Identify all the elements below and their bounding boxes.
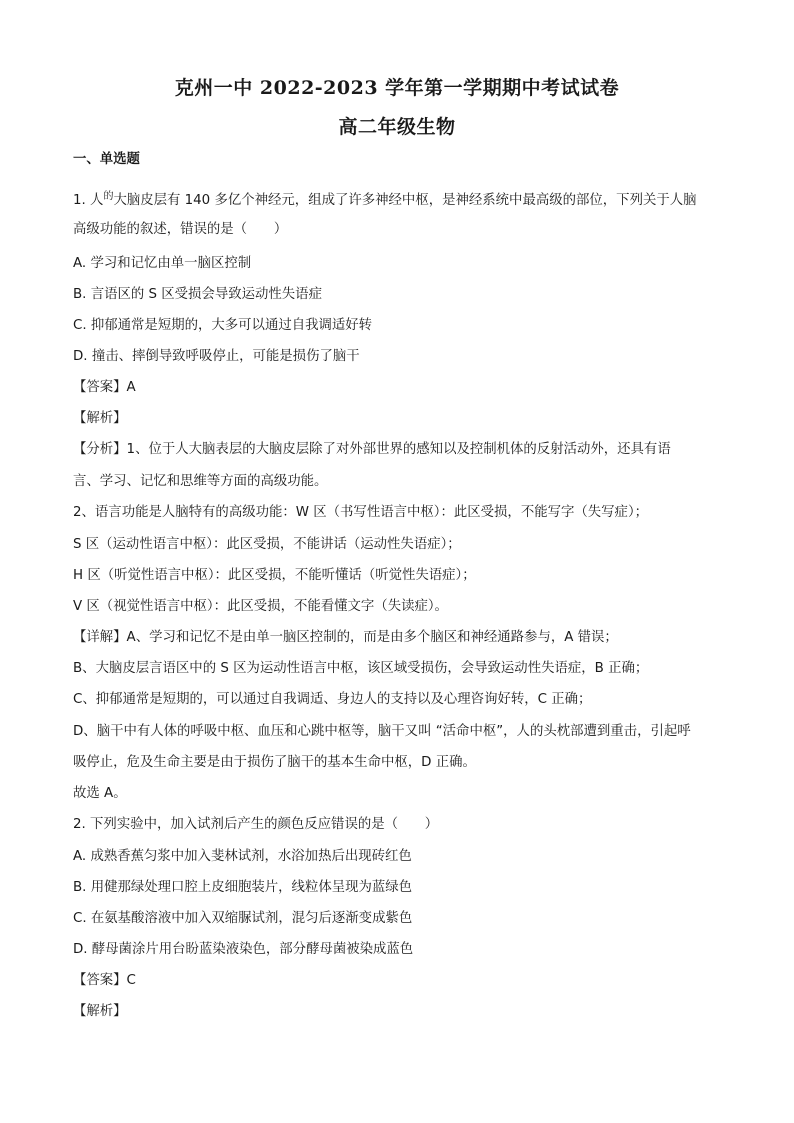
q2-option-d: D. 酵母菌涂片用台盼蓝染液染色，部分酵母菌被染成蓝色	[73, 942, 414, 957]
q1-stem-prefix: 1. 人	[73, 193, 104, 208]
section-heading: 一、单选题	[73, 152, 140, 167]
q1-analysis-line: B、大脑皮层言语区中的 S 区为运动性语言中枢，该区域受损伤，会导致运动性失语症，B 正确；	[73, 661, 649, 676]
q1-analysis-line: 【详解】A、学习和记忆不是由单一脑区控制的，而是由多个脑区和神经通路参与，A 错误；	[73, 630, 618, 645]
q1-analysis-line: 吸停止，危及生命主要是由于损伤了脑干的基本生命中枢，D 正确。	[73, 755, 476, 770]
q1-stem-sup: 的	[103, 191, 114, 202]
q1-option-b: B. 言语区的 S 区受损会导致运动性失语症	[73, 287, 322, 302]
q1-stem-line1	[73, 187, 697, 211]
q2-analysis-label: 【解析】	[73, 1004, 127, 1019]
q1-analysis-line: V 区（视觉性语言中枢）：此区受损，不能看懂文字（失读症）。	[73, 599, 448, 614]
q2-option-b: B. 用健那绿处理口腔上皮细胞装片，线粒体呈现为蓝绿色	[73, 880, 413, 895]
q1-answer: 【答案】A	[73, 380, 136, 395]
q1-analysis-line: C、抑郁通常是短期的，可以通过自我调适、身边人的支持以及心理咨询好转，C 正确；	[73, 692, 592, 707]
q1-analysis-line: D、脑干中有人体的呼吸中枢、血压和心跳中枢等，脑干又叫 “活命中枢”，人的头枕部遭到重击，引起呼	[73, 724, 691, 739]
q1-analysis-label: 【解析】	[73, 411, 127, 426]
q1-option-c: C. 抑郁通常是短期的，大多可以通过自我调适好转	[73, 318, 373, 333]
q1-stem-line2: 高级功能的叙述，错误的是（ ）	[73, 222, 288, 237]
exam-title: 克州一中 2022-2023 学年第一学期期中考试试卷	[174, 77, 620, 99]
q1-stem-rest: 大脑皮层有 140 多亿个神经元，组成了许多神经中枢，是神经系统中最高级的部位，下列关于人脑	[113, 193, 697, 208]
q1-analysis-line: 【分析】1、位于人大脑表层的大脑皮层除了对外部世界的感知以及控制机体的反射活动外，还具有语	[73, 442, 671, 457]
q2-answer: 【答案】C	[73, 973, 136, 988]
q2-option-c: C. 在氨基酸溶液中加入双缩脲试剂，混匀后逐渐变成紫色	[73, 911, 413, 926]
q2-option-a: A. 成熟香蕉匀浆中加入斐林试剂，水浴加热后出现砖红色	[73, 849, 412, 864]
q1-analysis-line: 故选 A。	[73, 786, 127, 801]
q1-analysis-line: 言、学习、记忆和思维等方面的高级功能。	[73, 474, 328, 489]
q1-option-a: A. 学习和记忆由单一脑区控制	[73, 256, 252, 271]
q1-analysis-line: S 区（运动性语言中枢）：此区受损，不能讲话（运动性失语症）；	[73, 537, 461, 552]
q1-analysis-line: 2、语言功能是人脑特有的高级功能：W 区（书写性语言中枢）：此区受损，不能写字（失写症）；	[73, 505, 649, 520]
exam-subtitle: 高二年级生物	[338, 116, 456, 138]
q2-stem: 2. 下列实验中，加入试剂后产生的颜色反应错误的是（ ）	[73, 817, 439, 832]
q1-analysis-line: H 区（听觉性语言中枢）：此区受损，不能听懂话（听觉性失语症）；	[73, 568, 476, 583]
q1-option-d: D. 撞击、摔倒导致呼吸停止，可能是损伤了脑干	[73, 349, 360, 364]
